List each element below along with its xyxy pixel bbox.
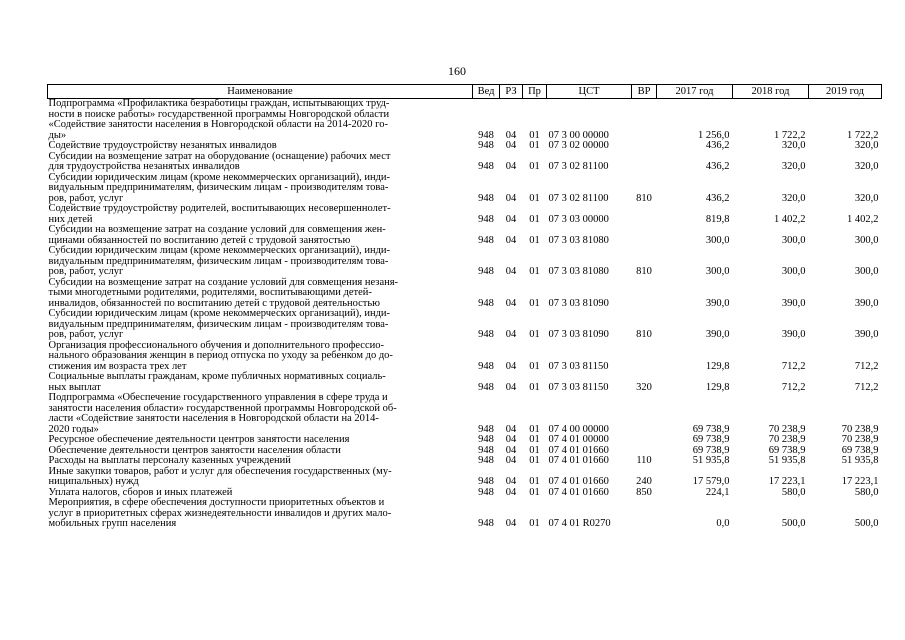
row-ved: 948 (478, 486, 494, 498)
row-vr (632, 278, 657, 310)
row-rz: 04 (505, 297, 517, 309)
row-value-2018: 500,0 (781, 518, 806, 529)
row-vr (632, 204, 657, 225)
row-vr (632, 341, 657, 373)
row-value-2019: 320,0 (854, 192, 879, 204)
table-row (48, 173, 882, 205)
row-vr (632, 498, 657, 530)
row-ved: 948 (478, 266, 494, 277)
row-value-2018: 70 238,9 (768, 423, 806, 435)
row-vr: 320 (636, 381, 652, 393)
row-value-2019: 390,0 (854, 329, 879, 340)
row-value-2019: 580,0 (854, 486, 879, 498)
row-value-2018: 51 935,8 (768, 455, 806, 466)
row-value-2018: 712,2 (781, 381, 806, 393)
row-rz: 04 (505, 140, 517, 151)
row-value-2018: 712,2 (781, 360, 806, 372)
row-rz: 04 (505, 423, 517, 435)
row-pr: 01 (529, 486, 540, 498)
row-ved: 948 (478, 297, 494, 309)
row-value-2019: 51 935,8 (841, 455, 879, 466)
row-value-2018: 390,0 (781, 297, 806, 309)
row-pr: 01 (529, 266, 540, 277)
row-vr: 810 (636, 192, 652, 204)
table-row (48, 467, 882, 488)
row-vr (632, 141, 657, 152)
column-header-2019: 2019 год (809, 85, 882, 99)
row-rz: 04 (505, 444, 517, 456)
row-ved: 948 (478, 360, 494, 372)
row-pr: 01 (529, 455, 540, 466)
row-rz: 04 (505, 518, 517, 529)
table-row (48, 435, 882, 446)
row-rz: 04 (505, 455, 517, 466)
row-cst: 07 3 03 81080 (548, 234, 609, 246)
row-name: Уплата налогов, сборов и иных платежей (48, 486, 233, 498)
row-cst: 07 3 02 81100 (548, 192, 609, 204)
row-cst: 07 3 03 00000 (548, 213, 609, 225)
row-name: Мероприятия, в сфере обеспечения доступности приоритетных объектов и услуг в приоритетных сферах жизнедеятельности инвалидов и других мало- мобильных групп населения (48, 497, 392, 529)
row-rz: 04 (505, 213, 517, 225)
row-name: Субсидии на возмещение затрат на создание условий для совмещения незаня- тыми многодетными родителями, родителями, воспитывающими детей- инвалидов, обязанностей по воспитанию детей с трудовой деятельностью (48, 276, 399, 309)
row-value-2019: 70 238,9 (841, 434, 879, 445)
row-ved: 948 (478, 455, 494, 466)
table-row (48, 393, 882, 435)
row-value-2019: 1 722,2 (847, 129, 879, 141)
row-name: Ресурсное обеспечение деятельности центров занятости населения (48, 434, 350, 445)
row-value-2019: 70 238,9 (841, 423, 879, 435)
row-ved: 948 (478, 129, 494, 141)
row-value-2017: 129,8 (705, 360, 730, 372)
row-value-2019: 300,0 (854, 266, 879, 277)
column-header-name: Наименование (48, 85, 473, 99)
row-rz: 04 (505, 192, 517, 204)
row-pr: 01 (529, 476, 540, 487)
table-row (48, 498, 882, 530)
row-vr: 110 (636, 455, 652, 466)
row-value-2019: 390,0 (854, 297, 879, 309)
row-vr: 850 (636, 486, 652, 498)
row-value-2018: 300,0 (781, 266, 806, 277)
row-cst: 07 4 01 01660 (548, 455, 609, 466)
row-name: Содействие трудоустройству незанятых инвалидов (48, 140, 277, 151)
row-vr: 810 (636, 266, 652, 277)
row-pr: 01 (529, 423, 540, 435)
row-ved: 948 (478, 434, 494, 445)
row-value-2017: 300,0 (705, 266, 730, 277)
row-ved: 948 (478, 140, 494, 151)
row-value-2017: 390,0 (705, 297, 730, 309)
table-row (48, 341, 882, 373)
row-pr: 01 (529, 297, 540, 309)
column-header-pr: Пр (523, 85, 547, 99)
row-value-2017: 436,2 (705, 140, 730, 151)
table-body (48, 99, 882, 530)
column-header-cst: ЦСТ (547, 85, 632, 99)
row-name: Обеспечение деятельности центров занятости населения области (48, 444, 341, 456)
row-name: Расходы на выплаты персоналу казенных учреждений (48, 455, 291, 466)
row-name: Иные закупки товаров, работ и услуг для обеспечения государственных (му- ниципальных) нужд (48, 465, 392, 487)
row-ved: 948 (478, 423, 494, 435)
row-name: Субсидии на возмещение затрат на оборудование (оснащение) рабочих мест для трудоустройства незанятых инвалидов (48, 150, 391, 172)
row-rz: 04 (505, 434, 517, 445)
row-pr: 01 (529, 381, 540, 393)
row-pr: 01 (529, 360, 540, 372)
row-rz: 04 (505, 486, 517, 498)
row-cst: 07 4 00 00000 (548, 423, 609, 435)
row-cst: 07 3 03 81150 (548, 360, 609, 372)
row-pr: 01 (529, 192, 540, 204)
row-value-2019: 712,2 (854, 381, 879, 393)
row-pr: 01 (529, 213, 540, 225)
row-value-2017: 300,0 (705, 234, 730, 246)
row-ved: 948 (478, 476, 494, 487)
row-ved: 948 (478, 329, 494, 340)
table-row (48, 372, 882, 393)
row-rz: 04 (505, 360, 517, 372)
row-name: Содействие трудоустройству родителей, воспитывающих несовершеннолет- них детей (48, 203, 391, 225)
row-cst: 07 4 01 01660 (548, 486, 609, 498)
row-value-2017: 69 738,9 (692, 434, 730, 445)
row-ved: 948 (478, 444, 494, 456)
row-value-2018: 300,0 (781, 234, 806, 246)
row-name: Подпрограмма «Профилактика безработицы граждан, испытывающих труд- ности в поиске работы» государственной программы Новгородской области «Содействие занятости населения в Новгородской области на 2014-2020 го- ды» (48, 98, 390, 141)
row-vr (632, 435, 657, 446)
row-ved: 948 (478, 192, 494, 204)
row-pr: 01 (529, 518, 540, 529)
row-value-2017: 436,2 (705, 192, 730, 204)
page-number: 160 (448, 64, 466, 78)
row-name: Социальные выплаты гражданам, кроме публичных нормативных социаль- ных выплат (48, 371, 386, 393)
row-cst: 07 3 03 81150 (548, 381, 609, 393)
row-value-2018: 69 738,9 (768, 444, 806, 456)
row-cst: 07 4 01 01660 (548, 476, 609, 487)
row-name: Субсидии юридическим лицам (кроме некоммерческих организаций), инди- видуальным предпринимателям, физическим лицам - производителям това- ров, работ, услуг (48, 308, 391, 340)
row-pr: 01 (529, 434, 540, 445)
row-cst: 07 3 00 00000 (548, 129, 609, 141)
row-name: Организация профессионального обучения и дополнительного профессио- нального образования женщин в период отпуска по уходу за ребенком до до- стижения им возраста трех лет (48, 339, 393, 372)
row-value-2018: 1 402,2 (774, 213, 806, 225)
row-rz: 04 (505, 329, 517, 340)
row-value-2017: 436,2 (705, 161, 730, 172)
row-value-2017: 129,8 (705, 381, 730, 393)
budget-table (47, 84, 882, 530)
table-row (48, 456, 882, 467)
row-vr: 810 (636, 329, 652, 340)
row-vr (632, 393, 657, 435)
row-value-2018: 580,0 (781, 486, 806, 498)
row-value-2018: 320,0 (781, 192, 806, 204)
table-row (48, 309, 882, 341)
row-value-2018: 320,0 (781, 161, 806, 172)
row-cst: 07 3 03 81080 (548, 266, 609, 277)
row-value-2017: 17 579,0 (692, 476, 730, 487)
row-rz: 04 (505, 381, 517, 393)
row-value-2019: 69 738,9 (841, 444, 879, 456)
row-value-2018: 320,0 (781, 140, 806, 151)
table-header-row (48, 85, 882, 99)
row-value-2018: 390,0 (781, 329, 806, 340)
row-pr: 01 (529, 129, 540, 141)
row-cst: 07 4 01 00000 (548, 434, 609, 445)
row-value-2017: 1 256,0 (698, 129, 730, 141)
column-header-rz: РЗ (500, 85, 523, 99)
row-value-2017: 51 935,8 (692, 455, 730, 466)
row-ved: 948 (478, 518, 494, 529)
row-value-2017: 224,1 (705, 486, 730, 498)
row-vr (632, 152, 657, 173)
row-value-2019: 1 402,2 (847, 213, 879, 225)
row-rz: 04 (505, 476, 517, 487)
table-row (48, 225, 882, 246)
row-pr: 01 (529, 140, 540, 151)
row-rz: 04 (505, 129, 517, 141)
row-value-2018: 17 223,1 (768, 476, 806, 487)
row-value-2017: 819,8 (705, 213, 730, 225)
table-row (48, 99, 882, 142)
column-header-2017: 2017 год (657, 85, 733, 99)
row-ved: 948 (478, 213, 494, 225)
row-cst: 07 3 03 81090 (548, 297, 609, 309)
column-header-2018: 2018 год (733, 85, 809, 99)
row-name: Субсидии на возмещение затрат на создание условий для совмещения жен- щинами обязанностей по воспитанию детей с трудовой занятостью (48, 224, 386, 246)
row-value-2017: 0,0 (716, 518, 730, 529)
row-value-2017: 69 738,9 (692, 423, 730, 435)
row-pr: 01 (529, 444, 540, 456)
row-value-2019: 712,2 (854, 360, 879, 372)
row-name: Субсидии юридическим лицам (кроме некоммерческих организаций), инди- видуальным предпринимателям, физическим лицам - производителям това- ров, работ, услуг (48, 245, 391, 277)
column-header-ved: Вед (473, 85, 500, 99)
column-header-vr: ВР (632, 85, 657, 99)
row-cst: 07 3 02 00000 (548, 140, 609, 151)
row-value-2017: 69 738,9 (692, 444, 730, 456)
row-name: Субсидии юридическим лицам (кроме некоммерческих организаций), инди- видуальным предпринимателям, физическим лицам - производителям това- ров, работ, услуг (48, 171, 391, 204)
table-row (48, 278, 882, 310)
row-ved: 948 (478, 161, 494, 172)
row-name: Подпрограмма «Обеспечение государственного управления в сфере труда и занятости населения области» государственной программы Новгородской об- ласти «Содействие занятости населения в Новгородской области на 2014- 2020 годы» (48, 392, 397, 435)
row-value-2018: 70 238,9 (768, 434, 806, 445)
row-value-2019: 320,0 (854, 161, 879, 172)
row-ved: 948 (478, 381, 494, 393)
row-cst: 07 4 01 01660 (548, 444, 609, 456)
row-rz: 04 (505, 161, 517, 172)
row-rz: 04 (505, 234, 517, 246)
row-cst: 07 3 03 81090 (548, 329, 609, 340)
row-rz: 04 (505, 266, 517, 277)
row-vr (632, 225, 657, 246)
row-value-2017: 390,0 (705, 329, 730, 340)
row-ved: 948 (478, 234, 494, 246)
row-pr: 01 (529, 329, 540, 340)
table-row (48, 152, 882, 173)
row-cst: 07 4 01 R0270 (548, 518, 611, 529)
row-cst: 07 3 02 81100 (548, 161, 609, 172)
table-row (48, 141, 882, 152)
row-value-2018: 1 722,2 (774, 129, 806, 141)
row-value-2019: 320,0 (854, 140, 879, 151)
row-vr: 240 (636, 476, 652, 487)
row-pr: 01 (529, 161, 540, 172)
row-value-2019: 500,0 (854, 518, 879, 529)
row-pr: 01 (529, 234, 540, 246)
table-row (48, 204, 882, 225)
table-row (48, 246, 882, 278)
row-vr (632, 99, 657, 142)
row-value-2019: 300,0 (854, 234, 879, 246)
row-value-2019: 17 223,1 (841, 476, 879, 487)
